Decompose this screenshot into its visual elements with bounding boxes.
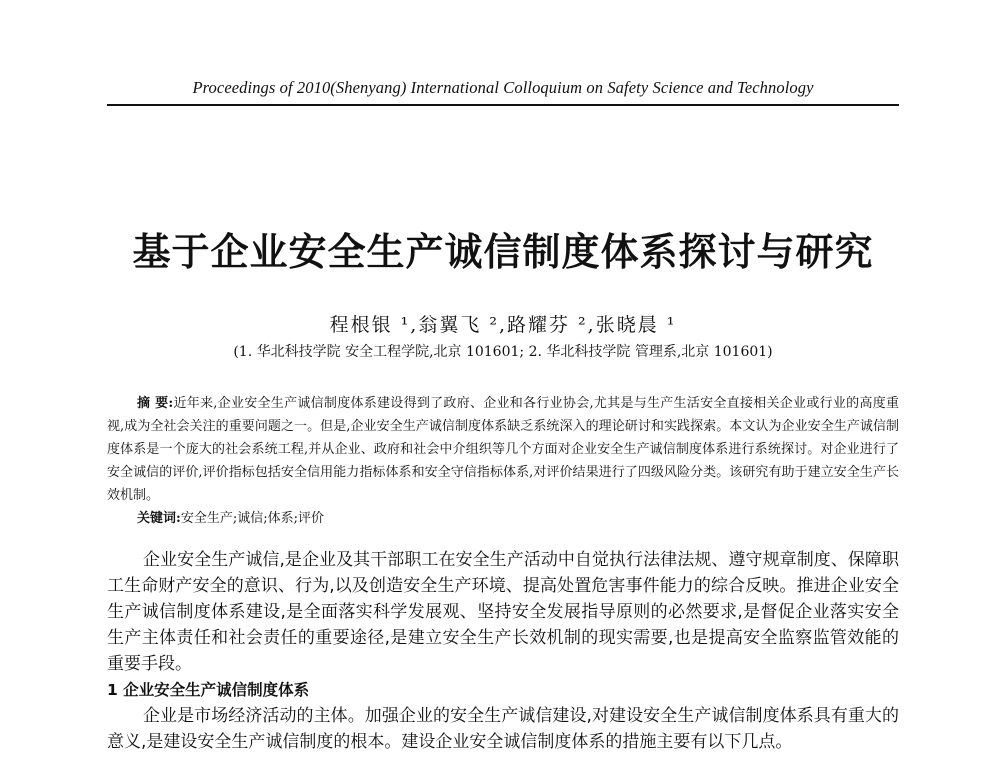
running-header: Proceedings of 2010(Shenyang) International Colloquium on Safety Science and Technology — [192, 78, 814, 97]
intro-paragraph: 企业安全生产诚信,是企业及其干部职工在安全生产活动中自觉执行法律法规、遵守规章制度、保障职工生命财产安全的意识、行为,以及创造安全生产环境、提高处置危害事件能力的综合反映。推进企业安全生产诚信制度体系建设,是全面落实科学发展观、坚持安全发展指导原则的必然要求,是督促企业落实安全生产主体责任和社会责任的重要途径,是建立安全生产长效机制的现实需要,也是提高安全监察监管效能的重要手段。 — [107, 550, 899, 674]
abstract-text: 近年来,企业安全生产诚信制度体系建设得到了政府、企业和各行业协会,尤其是与生产生活安全直接相关企业或行业的高度重视,成为全社会关注的重要问题之一。但是,企业安全生产诚信制度体系缺乏系统深入的理论研讨和实践探索。本文认为企业安全生产诚信制度体系是一个庞大的社会系统工程,并从企业、政府和社会中介组织等几个方面对企业安全生产诚信制度体系进行系统探讨。对企业进行了安全诚信的评价,评价指标包括安全信用能力指标体系和安全守信指标体系,对评价结果进行了四级风险分类。该研究有助于建立安全生产长效机制。 — [107, 396, 900, 503]
keywords — [107, 507, 899, 530]
section-heading: 1 企业安全生产诚信制度体系 — [107, 681, 310, 699]
section-paragraph: 企业是市场经济活动的主体。加强企业的安全生产诚信建设,对建设安全生产诚信制度体系具有重大的意义,是建设安全生产诚信制度的根本。建设企业安全诚信制度体系的措施主要有以下几点。 — [107, 706, 899, 752]
header-rule — [107, 104, 899, 106]
keywords-label: 关键词: — [137, 511, 181, 526]
authors: 程根银 ¹,翁翼飞 ²,路耀芬 ²,张晓晨 ¹ — [329, 314, 677, 336]
body-text — [107, 547, 899, 755]
abstract-block — [107, 392, 899, 530]
abstract — [107, 392, 899, 507]
keywords-text: 安全生产;诚信;体系;评价 — [180, 511, 324, 526]
abstract-label: 摘 要: — [137, 396, 174, 411]
paper-title: 基于企业安全生产诚信制度体系探讨与研究 — [132, 229, 874, 274]
affiliations: (1. 华北科技学院 安全工程学院,北京 101601; 2. 华北科技学院 管理系,北京 101601) — [233, 344, 773, 360]
